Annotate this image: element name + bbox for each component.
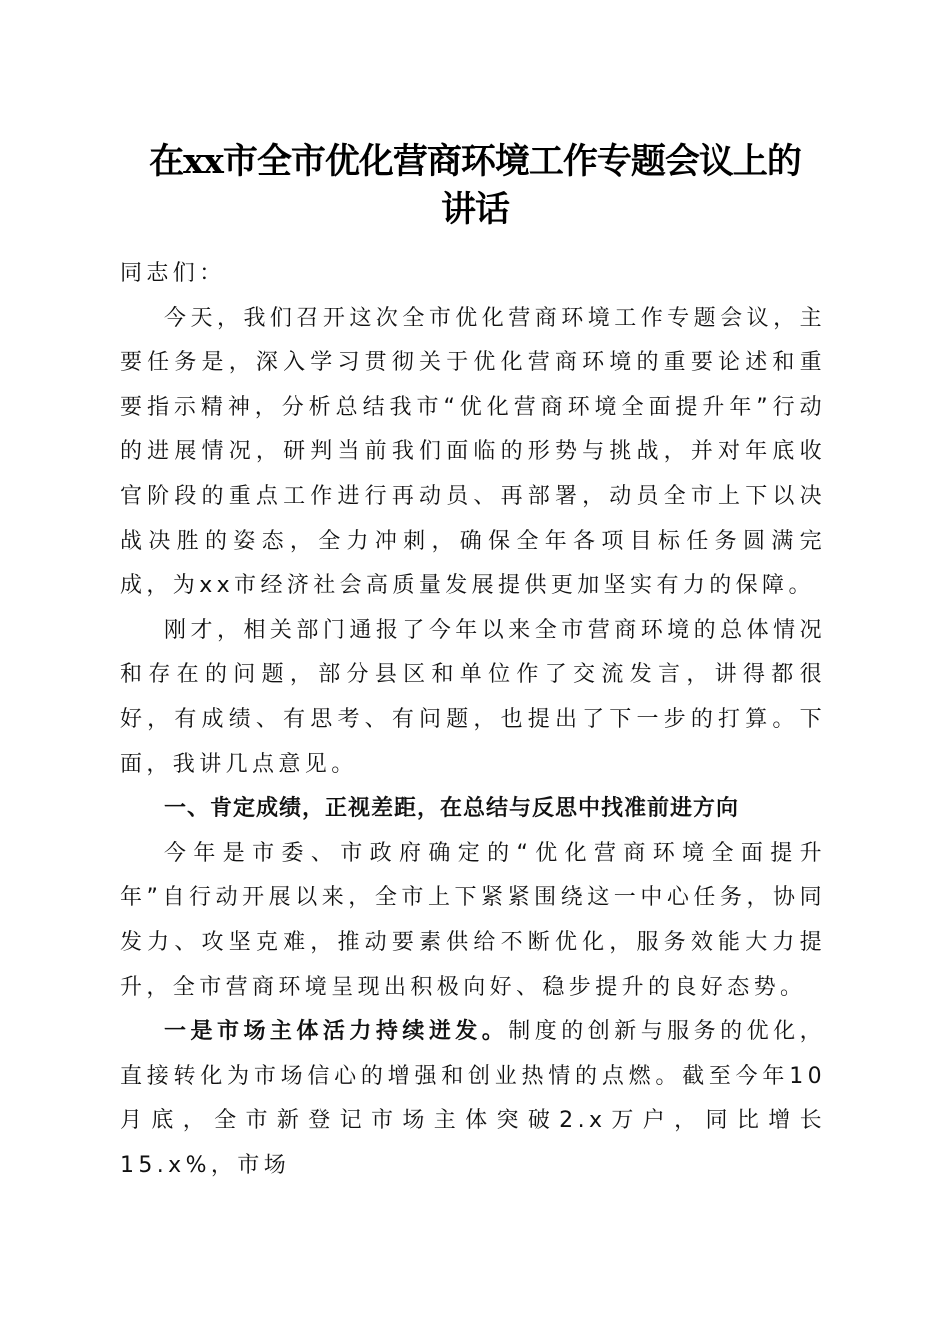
paragraph-remarks: 刚才，相关部门通报了今年以来全市营商环境的总体情况和存在的问题，部分县区和单位作了交流发言，讲得都很好，有成绩、有思考、有问题，也提出了下一步的打算。下面，我讲几点意见。 [120,617,826,777]
title-line-2: 讲话 [440,189,509,230]
section-paragraph: 今年是市委、市政府确定的“优化营商环境全面提升年”自行动开展以来，全市上下紧紧围绕这一中心任务，协同发力、攻坚克难，推动要素供给不断优化，服务效能大力提升，全市营商环境呈现出积极向好、稳步提升的良好态势。 [120,840,826,1000]
point-one-text: 制度的创新与服务的优化，直接转化为市场信心的增强和创业热情的点燃。截至今年10月底，全市新登记市场主体突破2.x万户，同比增长15.x%，市场 [120,1019,826,1178]
point-one-lead: 一是市场主体活力持续迸发。 [164,1019,509,1045]
paragraph-opening: 今天，我们召开这次全市优化营商环境工作专题会议，主要任务是，深入学习贯彻关于优化营商环境的重要论述和重要指示精神，分析总结我市“优化营商环境全面提升年”行动的进展情况，研判当前我们面临的形势与挑战，并对年底收官阶段的重点工作进行再动员、再部署，动员全市上下以决战决胜的姿态，全力冲刺，确保全年各项目标任务圆满完成，为xx市经济社会高质量发展提供更加坚实有力的保障。 [120,305,826,599]
title-line-1: 在xx市全市优化营商环境工作专题会议上的 [149,141,801,182]
document-title [100,138,850,234]
salutation: 同志们： [120,261,226,286]
section-heading: 一、肯定成绩，正视差距，在总结与反思中找准前进方向 [164,796,740,822]
point-one-paragraph [120,1010,826,1188]
document-body [120,252,826,1188]
